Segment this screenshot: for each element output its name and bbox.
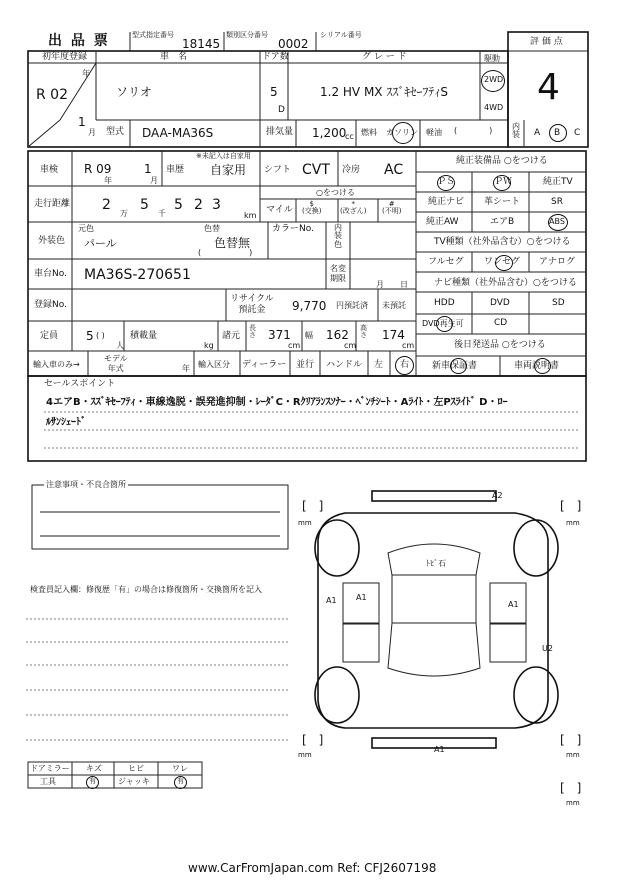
inspection-month-unit: 月 xyxy=(150,176,158,185)
navi-item: CD xyxy=(494,318,508,328)
interior-a: A xyxy=(534,128,541,138)
drive-2wd: 2WD xyxy=(484,75,504,84)
door-type: D xyxy=(278,105,285,115)
type-cert-label: 型式指定番号 xyxy=(132,31,174,39)
history-label: 車歴 xyxy=(166,165,185,175)
tire-bracket-rl: [ ] xyxy=(302,733,324,747)
load-unit: kg xyxy=(204,341,214,350)
handle-label: ハンドル xyxy=(326,360,363,370)
tv-item: フルセグ xyxy=(428,257,464,267)
color-paren: ( ) xyxy=(198,248,253,257)
grade-label: グ レ ー ド xyxy=(362,52,407,62)
class-value: 0002 xyxy=(278,37,309,51)
parallel: 並行 xyxy=(296,360,315,370)
tire-mm-rr: mm xyxy=(566,751,580,759)
exterior-label: 外装色 xyxy=(38,236,66,246)
mileage-digit: 5 xyxy=(174,197,183,213)
rating-value: 4 xyxy=(537,67,560,108)
interior-selected-circle xyxy=(549,124,567,142)
year-unit: 年 xyxy=(82,69,90,78)
name-change-label: 名変 期限 xyxy=(330,264,346,283)
mark-right-front-door: A1 xyxy=(508,600,519,609)
reg-label: 登録No. xyxy=(34,300,67,310)
tire-mm-spare: mm xyxy=(566,799,580,807)
tv-item: ワンセグ xyxy=(484,257,521,267)
later-item: 新車保証書 xyxy=(432,361,478,371)
inspector-label: 検査員記入欄：修復歴「有」の場合は修復箇所・交換箇所を記入 xyxy=(30,585,262,594)
length-label: 長さ xyxy=(249,324,256,339)
recycle-value: 9,770 xyxy=(292,299,327,313)
equip-item: 純正ナビ xyxy=(428,197,465,207)
chassis-value: MA36S-270651 xyxy=(84,267,191,283)
mark-left-front-door: A1 xyxy=(326,596,337,605)
shift-label: シフト xyxy=(264,165,292,175)
equip-item: 革シート xyxy=(484,197,521,207)
interior-c: C xyxy=(574,128,581,138)
interior-b: B xyxy=(554,128,561,138)
chassis-label: 車台No. xyxy=(34,269,67,279)
name-change-unit: 月 日 xyxy=(376,280,408,289)
sales-point-line1: 4エアB・ｽｽﾞｷｾｰﾌﾃｨ・車線逸脱・誤発進抑制・ﾚｰﾀﾞC・Rｸﾘｱﾗﾝｽｿﾅｰ・ﾍﾞﾝﾁｼｰﾄ・Aﾗｲﾄ・左Pｽﾗｲﾄﾞ D・ﾛｰ xyxy=(46,397,508,408)
later-item: 車両説明書 xyxy=(514,361,560,371)
mileage-unit: km xyxy=(244,211,257,220)
handle-selected-circle xyxy=(395,356,414,375)
length-value: 371 xyxy=(268,328,291,342)
original-color-label: 元色 xyxy=(78,224,94,233)
capacity-value: 5 xyxy=(86,329,94,343)
mark-left-front: A1 xyxy=(356,593,367,602)
displacement-label: 排気量 xyxy=(266,127,294,137)
tire-bracket-spare: [ ] xyxy=(560,781,582,795)
mileage-digit: 2 xyxy=(102,197,111,213)
height-unit: cm xyxy=(402,341,415,350)
load-label: 積載量 xyxy=(130,331,158,341)
form-title: 出 品 票 xyxy=(48,33,110,49)
tire-mm-fr: mm xyxy=(566,519,580,527)
length-unit: cm xyxy=(288,341,301,350)
height-label: 高さ xyxy=(360,324,367,339)
legend-selected-circle xyxy=(86,776,99,789)
ac-label: 冷房 xyxy=(342,165,361,175)
color-no-label: カラーNo. xyxy=(272,224,314,234)
mark-windshield: ﾄﾋﾞ石 xyxy=(426,559,446,568)
navi-title: ナビ種類（社外品含む）○をつける xyxy=(434,278,577,288)
import-class-label: 輸入区分 xyxy=(198,360,230,369)
color-change: 色替無 xyxy=(214,236,251,250)
car-diagram xyxy=(315,491,558,748)
sales-point-label: セールスポイント xyxy=(44,379,116,389)
model-label: 型式 xyxy=(106,127,125,137)
height-value: 174 xyxy=(382,328,405,342)
equip-item: 純正TV xyxy=(543,177,573,187)
mark-bottom: A1 xyxy=(434,745,445,754)
shift-value: CVT xyxy=(302,162,330,178)
tire-mm-rl: mm xyxy=(298,751,312,759)
tv-selected-circle xyxy=(495,255,513,271)
mileage-label: 走行距離 xyxy=(34,199,71,209)
footer-watermark: www.CarFromJapan.com Ref: CFJ2607198 xyxy=(188,861,437,875)
model-year-unit: 年 xyxy=(182,364,190,373)
car-name-label: 車 名 xyxy=(160,52,188,62)
legend-cell: ワレ xyxy=(172,764,188,773)
fuel-bracket: ( ) xyxy=(454,126,493,135)
class-label: 類別区分番号 xyxy=(226,31,268,39)
first-reg-month: 1 xyxy=(78,115,86,129)
rating-label: 評 価 点 xyxy=(530,37,563,47)
first-reg-label: 初年度登録 xyxy=(42,52,88,62)
navi-item: DVD xyxy=(490,298,510,308)
mark-top: A2 xyxy=(492,491,503,500)
equip-item: ABS xyxy=(549,217,565,226)
history-value: 自家用 xyxy=(210,163,247,177)
recycle-unit: 円預託済 xyxy=(336,301,368,310)
car-name: ソリオ xyxy=(116,85,152,99)
navi-item: HDD xyxy=(434,298,455,308)
legend-cell: 工具 xyxy=(40,777,56,786)
equip-selected-circle xyxy=(493,175,511,191)
legend-cell: 有 xyxy=(89,777,96,785)
legend-cell: 有 xyxy=(177,777,184,785)
navi-item: DVD再生可 xyxy=(422,319,464,328)
tamper-label: * (改ざん) xyxy=(340,200,367,215)
model: DAA-MA36S xyxy=(142,126,214,140)
later-selected-circle xyxy=(534,358,551,374)
inspection-month: 1 xyxy=(144,162,152,176)
mileage-sen: 千 xyxy=(158,209,166,218)
tire-bracket-rr: [ ] xyxy=(560,733,582,747)
serial-label: シリアル番号 xyxy=(320,31,362,39)
capacity-label: 定員 xyxy=(40,331,59,341)
fuel-label: 燃料 xyxy=(361,128,377,137)
standard-title: 純正装備品 ○をつける xyxy=(456,156,548,166)
mile-label: マイル xyxy=(266,205,293,215)
exchange-label: $ (交換) xyxy=(302,200,322,215)
drive-selected-circle xyxy=(481,70,505,92)
mileage-digit: 5 xyxy=(140,197,149,213)
displacement: 1,200 xyxy=(312,126,347,140)
equip-item: ＰＳ xyxy=(437,177,456,187)
tire-mm-fl: mm xyxy=(298,519,312,527)
fuel-diesel: 軽油 xyxy=(426,128,442,137)
displacement-unit: cc xyxy=(345,132,354,141)
grade: 1.2 HV MX ｽｽﾞｷｾｰﾌﾃｨS xyxy=(320,85,448,99)
circle-note: ○をつける xyxy=(316,188,355,197)
handle-left: 左 xyxy=(374,360,384,370)
inspection-label: 車検 xyxy=(40,165,59,175)
inspection-value: R 09 xyxy=(84,162,112,176)
sales-point-line2: ﾙｻﾝｼｪｰﾄﾞ xyxy=(46,417,86,428)
width-value: 162 xyxy=(326,328,349,342)
tv-item: アナログ xyxy=(539,257,576,267)
legend-selected-circle xyxy=(174,776,187,789)
equip-selected-circle xyxy=(548,214,568,231)
tire-bracket-fr: [ ] xyxy=(560,499,582,513)
month-unit: 月 xyxy=(88,128,96,137)
navi-item: SD xyxy=(552,298,565,308)
equip-item: ＰＷ xyxy=(494,177,513,187)
mark-rear-right: U2 xyxy=(542,644,553,653)
equip-selected-circle xyxy=(437,175,455,191)
recycle-label: リサイクル 預託金 xyxy=(230,294,274,315)
dims-label: 諸元 xyxy=(222,331,241,341)
mileage-digit: 2 xyxy=(194,197,203,213)
color-change-label: 色替 xyxy=(204,224,220,233)
interior-label: 内装 xyxy=(512,122,520,139)
tire-bracket-fl: [ ] xyxy=(302,499,324,513)
capacity-paren: ( ) xyxy=(96,331,105,340)
equip-item: エアB xyxy=(490,217,515,227)
original-color: パール xyxy=(84,237,117,250)
legend-cell: ドアミラー xyxy=(30,764,70,773)
interior-color-label: 内 装 色 xyxy=(334,223,342,249)
ac-value: AC xyxy=(384,162,404,178)
legend-cell: ヒビ xyxy=(128,764,144,773)
drive-label: 駆動 xyxy=(484,54,500,63)
mileage-digit: 3 xyxy=(212,197,221,213)
unknown-label: # (不明) xyxy=(382,200,402,215)
model-year-label: モデル 年式 xyxy=(104,354,128,373)
history-note: ※未記入は自家用 xyxy=(196,152,251,160)
mileage-man: 万 xyxy=(120,209,128,218)
legend-cell: ジャッキ xyxy=(118,777,150,786)
later-selected-circle xyxy=(450,358,467,374)
inspection-year-unit: 年 xyxy=(104,176,112,185)
recycle-unpaid: 未預託 xyxy=(382,301,406,310)
capacity-unit: 人 xyxy=(116,341,124,350)
equip-item: SR xyxy=(551,197,563,207)
width-label: 幅 xyxy=(305,331,313,340)
import-label: 輸入車のみ→ xyxy=(33,360,80,369)
doors: 5 xyxy=(270,85,278,99)
equip-item: 純正AW xyxy=(426,217,459,227)
navi-selected-circle xyxy=(436,316,453,332)
notes-label: 注意事項・不良合箇所 xyxy=(46,480,126,489)
type-cert-value: 18145 xyxy=(182,37,221,51)
drive-4wd: 4WD xyxy=(484,103,504,112)
later-title: 後日発送品 ○をつける xyxy=(454,340,546,350)
dealer: ディーラー xyxy=(242,360,287,370)
legend-cell: キズ xyxy=(86,764,102,773)
fuel-selected-circle xyxy=(392,122,414,144)
door-label: ドア数 xyxy=(262,52,289,62)
tv-title: TV種類（社外品含む）○をつける xyxy=(434,237,571,247)
handle-right: 右 xyxy=(400,360,410,370)
first-reg-year: R 02 xyxy=(36,87,68,103)
width-unit: cm xyxy=(344,341,357,350)
fuel-gasoline: ガソリン xyxy=(386,128,418,137)
